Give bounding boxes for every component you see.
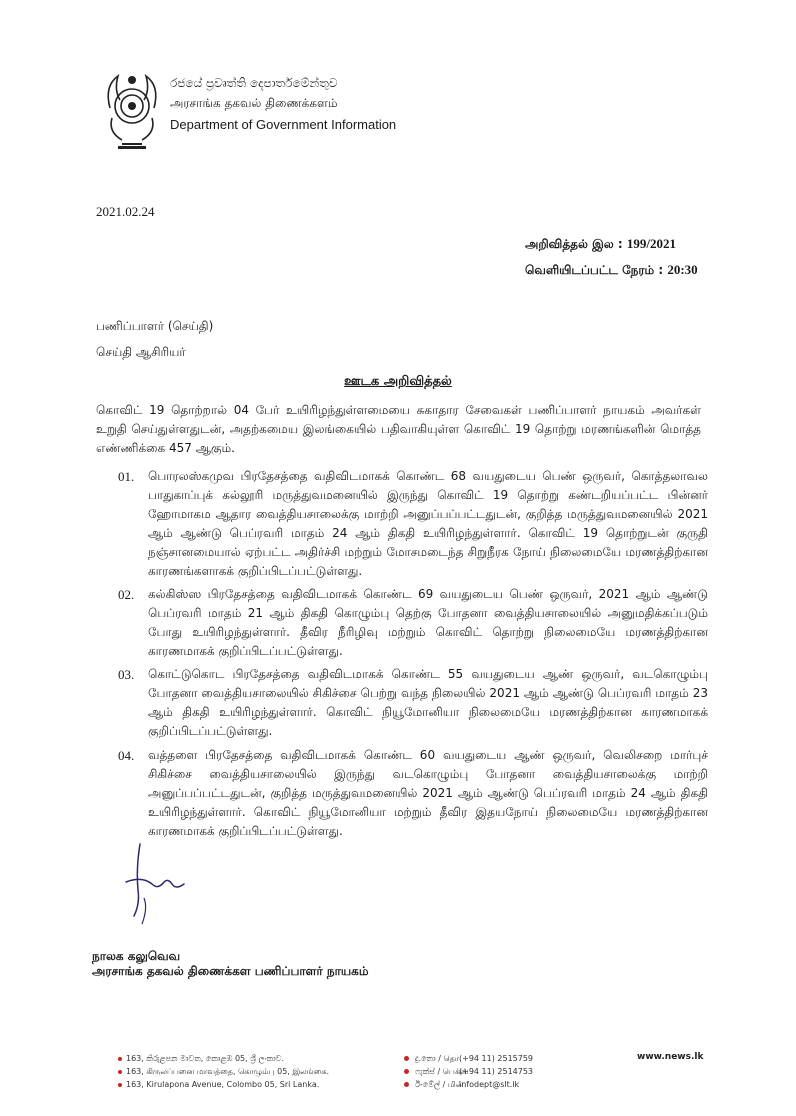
item-text: கொட்டுகொட பிரதேசத்தை வதிவிடமாகக் கொண்ட 55 வயதுடைய ஆண் ஒருவர், வடகொழும்பு போதனா வைத்தியசாலையில் சிகிச்சை பெற்று வந்த நிலையில் 2021 ஆம் ஆண்டு பெப்ரவரி மாதம் 23 ஆம் திகதி உயிரிழந்துள்ளார். கொவிட் நியூமோனியா நிலைமையே மரணத்திற்கான காரணமாகக் குறிப்பிடப்பட்டுள்ளது. xyxy=(148,667,708,738)
fax-row xyxy=(404,1065,533,1078)
list-item xyxy=(96,665,708,741)
email-label: ඊ-මේල් / மின் xyxy=(415,1080,464,1089)
address-english: 163, Kirulapona Avenue, Colombo 05, Sri Lanka. xyxy=(118,1078,329,1091)
item-number: 02. xyxy=(118,587,135,602)
email-row xyxy=(404,1078,533,1091)
fax-value: (+94 11) 2514753 xyxy=(459,1067,534,1076)
email-bullet-icon xyxy=(404,1082,409,1087)
release-time-value: 20:30 xyxy=(667,262,698,277)
notice-number-label: அறிவித்தல் இல : xyxy=(525,237,623,251)
release-time-label: வெளியிடப்பட்ட நேரம் : xyxy=(525,263,664,277)
item-number: 03. xyxy=(118,667,135,682)
signer-name: நாலக கலுவெவ xyxy=(92,949,181,963)
item-text: வத்தளை பிரதேசத்தை வதிவிடமாகக் கொண்ட 60 வயதுடைய ஆண் ஒருவர், வெலிசறை மார்புச் சிகிச்சை வைத்தியசாலையில் இருந்து வடகொழும்பு போதனா வைத்தியசாலைக்கு மாற்றி அனுப்பப்பட்டதுடன், குறித்த மருத்துவமனையில் 2021 ஆம் ஆண்டு பெப்ரவரி மாதம் 24 ஆம் திகதி உயிரிழந்துள்ளார். கொவிட் நியூமோனியா மற்றும் தீவிர இதயநோய் நிலைமையே மரணத்திற்கான காரணமாகக் குறிப்பிடப்பட்டுள்ளது. xyxy=(148,748,708,838)
signer-title: அரசாங்க தகவல் திணைக்கள பணிப்பாளர் நாயகம் xyxy=(92,964,369,978)
signature-icon xyxy=(118,838,198,928)
fax-bullet-icon xyxy=(404,1069,409,1074)
address-tamil: 163, கிருலப்பனை மாவத்தை, கொழும்பு 05, இலங்கை. xyxy=(118,1065,329,1078)
list-item xyxy=(96,467,708,581)
dept-name-tamil: அரசாங்க தகவல் திணைக்களம் xyxy=(170,96,338,110)
phone-value: (+94 11) 2515759 xyxy=(459,1054,534,1063)
fax-label: ෆැක්ස් / பெக்ஸ் xyxy=(415,1067,469,1076)
phone-label: දු.තො / தொ. xyxy=(415,1054,462,1063)
phone-bullet-icon xyxy=(404,1056,409,1061)
phone-row xyxy=(404,1052,533,1065)
website-link[interactable]: www.news.lk xyxy=(637,1052,704,1062)
document-heading: ஊடக அறிவித்தல் xyxy=(344,374,452,389)
dept-name-sinhala: රජයේ ප්‍රවෘත්ති දෙපාර්තමේන්තුව xyxy=(170,76,338,90)
email-value: infodept@slt.lk xyxy=(459,1080,520,1089)
notice-number xyxy=(525,236,676,253)
dept-name-english: Department of Government Information xyxy=(170,117,397,132)
release-time xyxy=(525,262,698,279)
notice-number-value: 199/2021 xyxy=(626,236,677,251)
item-text: கல்கிஸ்ஸ பிரதேசத்தை வதிவிடமாகக் கொண்ட 69 வயதுடைய பெண் ஒருவர், 2021 ஆம் ஆண்டு பெப்ரவரி மாதம் 21 ஆம் திகதி கொழும்பு தெற்கு போதனா வைத்தியசாலையில் அனுமதிக்கப்படும் போது உயிரிழந்துள்ளார். தீவிர நீரிழிவு மற்றும் கொவிட் தொற்று நிலைமையே மரணத்திற்கான காரணமாகக் குறிப்பிடப்பட்டுள்ளது. xyxy=(148,587,708,658)
item-number: 01. xyxy=(118,469,135,484)
item-text: பொரலஸ்கமுவ பிரதேசத்தை வதிவிடமாகக் கொண்ட 68 வயதுடைய பெண் ஒருவர், கொத்தலாவல பாதுகாப்புக் கல்லூரி மருத்துவமனையில் இருந்து கொவிட் 19 தொற்று கண்டறியப்பட்ட பின்னர் ஹோமாகம ஆதார வைத்தியசாலைக்கு மாற்றி அனுப்பப்பட்டதுடன், குறித்த மருத்துவமனையில் 2021 ஆம் ஆண்டு பெப்ரவரி மாதம் 24 ஆம் திகதி உயிரிழந்துள்ளார். கொவிட் 19 தொற்றுடன் குருதி நஞ்சானமையால் ஏற்பட்ட அதிர்ச்சி மற்றும் மோசமடைந்த சிறுநீரக நோய் நிலைமையே மரணத்திற்கான காரணங்களாகக் குறிப்பிடப்பட்டுள்ளது. xyxy=(148,469,708,578)
recipient-editor: செய்தி ஆசிரியர் xyxy=(96,345,186,359)
address-sinhala: 163, කිරුළපන මාවත, කොළඹ 05, ශ්‍රී ලංකාව. xyxy=(118,1052,329,1065)
footer-address xyxy=(118,1052,329,1091)
document-date: 2021.02.24 xyxy=(96,204,155,219)
list-item xyxy=(96,585,708,661)
item-number: 04. xyxy=(118,748,135,763)
government-emblem-icon xyxy=(100,66,164,150)
list-item xyxy=(96,746,708,841)
intro-paragraph: கொவிட் 19 தொற்றால் 04 பேர் உயிரிழந்துள்ளமையை சுகாதார சேவைகள் பணிப்பாளர் நாயகம் அவர்கள் உறுதி செய்துள்ளதுடன், அதற்கமைய இலங்கையில் பதிவாகியுள்ள கொவிட் 19 தொற்று மரணங்களின் மொத்த எண்ணிக்கை 457 ஆகும். xyxy=(96,403,701,455)
recipient-director: பணிப்பாளர் (செய்தி) xyxy=(96,319,214,333)
footer-contacts xyxy=(404,1052,533,1091)
